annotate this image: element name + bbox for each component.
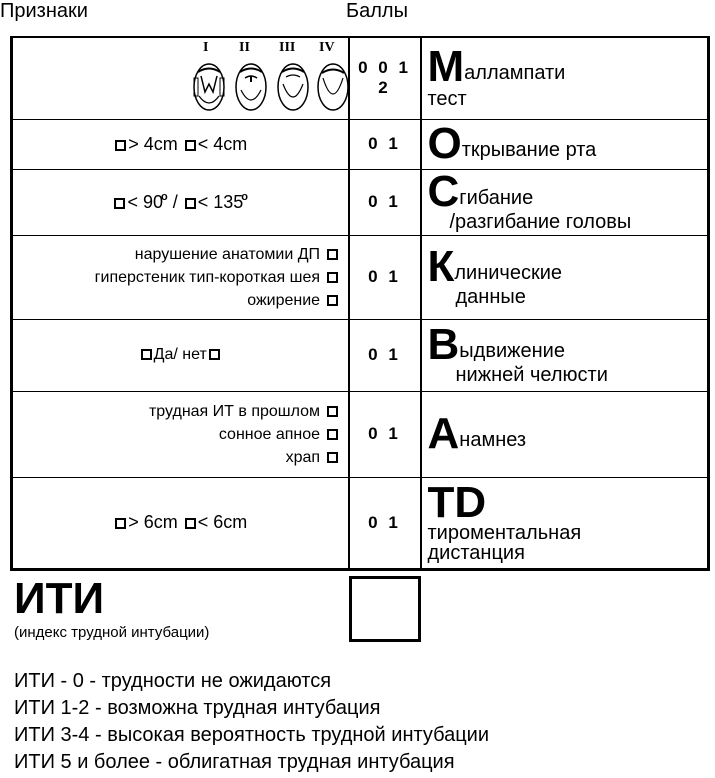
- table-row-clinical-data: [12, 235, 709, 319]
- checkbox-jaw-no[interactable]: [209, 349, 220, 360]
- iti-title: ИТИ: [14, 574, 105, 623]
- list-item: [13, 289, 340, 312]
- checkbox-flex-lt135[interactable]: [185, 198, 196, 209]
- roman-2: II: [239, 40, 250, 56]
- mallampati-class-3-icon: [275, 62, 311, 112]
- checkbox-sleep-apnea[interactable]: [327, 429, 338, 440]
- list-item: [13, 243, 340, 266]
- mnemonic-letter-v: В: [427, 320, 460, 369]
- mnemonic-sub-m: тест: [427, 88, 467, 111]
- checkbox-obesity[interactable]: [327, 295, 338, 306]
- option-separator: /: [167, 192, 183, 212]
- score-jaw-protrusion: 0 1: [349, 319, 421, 391]
- thyromental-options: [12, 477, 349, 569]
- table-row-mouth-opening: [12, 119, 709, 169]
- legend-item-1-2: ИТИ 1-2 - возможна трудная интубация: [14, 697, 381, 719]
- score-thyromental: 0 1: [349, 477, 421, 569]
- mnemonic-word-k: линические: [454, 262, 563, 284]
- table-row-head-flexion: [12, 169, 709, 235]
- mnemonic-clinical-data: [421, 235, 709, 319]
- option-gt6: > 6cm: [128, 512, 178, 532]
- clinical-line-1: нарушение анатомии ДП: [134, 245, 321, 263]
- checkbox-short-neck[interactable]: [327, 272, 338, 283]
- header-scores: Баллы: [346, 0, 408, 22]
- mnemonic-thyromental: [421, 477, 709, 569]
- mallampati-class-4-icon: [315, 62, 351, 112]
- mnemonic-word-o: ткрывание рта: [461, 139, 597, 161]
- anamnesis-line-3: храп: [285, 448, 321, 466]
- mouth-opening-options: [12, 119, 349, 169]
- mnemonic-letter-o: О: [427, 119, 462, 168]
- head-flexion-options: [12, 169, 349, 235]
- checkbox-anatomy[interactable]: [327, 249, 338, 260]
- mallampati-images: [12, 37, 349, 119]
- mnemonic-sub-s: /разгибание головы: [449, 211, 632, 233]
- mnemonic-letter-td: TD: [427, 477, 487, 527]
- mnemonic-jaw-protrusion: [421, 319, 709, 391]
- list-item: [13, 423, 340, 446]
- checkbox-mouth-gt4[interactable]: [115, 140, 126, 151]
- legend-item-0: ИТИ - 0 - трудности не ожидаются: [14, 670, 332, 692]
- clinical-line-2: гиперстеник тип-короткая шея: [94, 268, 321, 286]
- legend-item-3-4: ИТИ 3-4 - высокая вероятность трудной интубации: [14, 724, 490, 746]
- score-mouth-opening: 0 1: [349, 119, 421, 169]
- list-item: [13, 400, 340, 423]
- list-item: [13, 266, 340, 289]
- roman-3: III: [279, 40, 296, 56]
- mnemonic-letter-m: М: [427, 42, 465, 92]
- anamnesis-line-2: сонное апное: [218, 425, 321, 443]
- anamnesis-options: [12, 391, 349, 477]
- table-row-anamnesis: [12, 391, 709, 477]
- jaw-protrusion-options: [12, 319, 349, 391]
- mnemonic-mouth-opening: [421, 119, 709, 169]
- mallampati-class-2-icon: [233, 62, 269, 112]
- mnemonic-sub-td-2: дистанция: [427, 541, 525, 564]
- degree-icon: o: [241, 191, 249, 203]
- list-item: [13, 446, 340, 469]
- option-gt4: > 4cm: [128, 133, 178, 154]
- mallampati-class-1-icon: [191, 62, 227, 112]
- option-lt4: < 4cm: [197, 133, 248, 154]
- mnemonic-sub-td-1: тироментальная: [427, 521, 582, 544]
- table-row-jaw-protrusion: [12, 319, 709, 391]
- checkbox-td-lt6[interactable]: [185, 518, 196, 529]
- option-lt90: < 90: [127, 192, 163, 212]
- checkbox-jaw-yes[interactable]: [141, 349, 152, 360]
- header-signs: Признаки: [0, 0, 88, 22]
- score-clinical-data: 0 1: [349, 235, 421, 319]
- score-anamnesis: 0 1: [349, 391, 421, 477]
- option-yes-no: Да/ нет: [153, 346, 207, 363]
- checkbox-flex-lt90[interactable]: [114, 198, 125, 209]
- mnemonic-word-a: намнез: [459, 429, 527, 451]
- legend-item-5: ИТИ 5 и более - облигатная трудная интубация: [14, 751, 455, 773]
- mnemonic-word-v: ыдвижение: [459, 340, 565, 362]
- mnemonic-head-flexion: [421, 169, 709, 235]
- assessment-table: [10, 36, 710, 571]
- mnemonic-anamnesis: [421, 391, 709, 477]
- clinical-line-3: ожирение: [247, 291, 321, 309]
- table-row-thyromental: [12, 477, 709, 569]
- checkbox-mouth-lt4[interactable]: [185, 140, 196, 151]
- roman-1: I: [203, 40, 209, 56]
- anamnesis-line-1: трудная ИТ в прошлом: [148, 402, 321, 420]
- mnemonic-letter-k: К: [427, 242, 455, 291]
- option-lt6: < 6cm: [197, 512, 248, 532]
- iti-total-box[interactable]: [349, 576, 421, 642]
- checkbox-td-gt6[interactable]: [115, 518, 126, 529]
- mnemonic-letter-s: С: [427, 167, 460, 216]
- clinical-data-options: [12, 235, 349, 319]
- checkbox-snoring[interactable]: [327, 452, 338, 463]
- iti-subtitle: (индекс трудной интубации): [14, 624, 210, 641]
- mnemonic-letter-a: А: [427, 409, 460, 458]
- checkbox-difficult-history[interactable]: [327, 406, 338, 417]
- mnemonic-sub-k: данные: [455, 286, 526, 308]
- option-lt135: < 135: [197, 192, 244, 212]
- degree-icon: o: [161, 191, 168, 203]
- mnemonic-sub-v: нижней челюсти: [455, 364, 608, 386]
- mnemonic-mallampati: [421, 37, 709, 119]
- roman-4: IV: [319, 40, 335, 56]
- table-row-mallampati: [12, 37, 709, 119]
- mnemonic-word-m: аллампати: [464, 62, 566, 85]
- mnemonic-word-s: гибание: [459, 187, 534, 209]
- score-mallampati: 0 0 1 2: [349, 37, 421, 119]
- score-head-flexion: 0 1: [349, 169, 421, 235]
